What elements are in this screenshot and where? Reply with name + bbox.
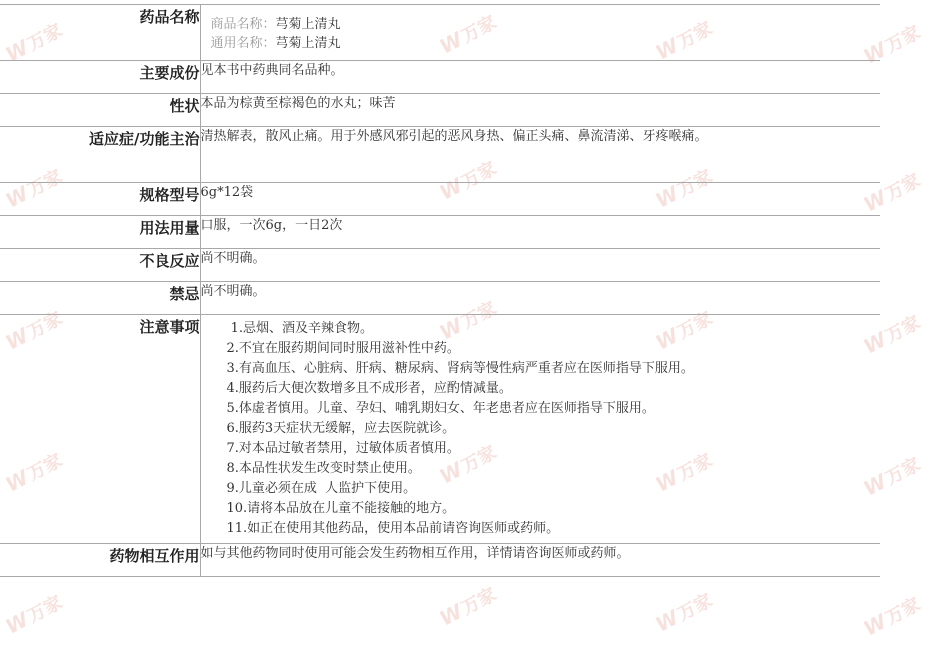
row-label-precautions: 注意事项 (0, 315, 200, 544)
watermark-logo: W万家 (651, 165, 716, 213)
row-label-contra: 禁忌 (0, 282, 200, 315)
generic-name-value: 芎菊上清丸 (275, 36, 341, 51)
row-label-interaction: 药物相互作用 (0, 544, 200, 577)
row-value-character: 本品为棕黄至棕褐色的水丸；味苦 (200, 94, 880, 127)
list-item: 8.本品性状发生改变时禁止使用。 (226, 461, 421, 476)
watermark-logo: W万家 (859, 21, 924, 69)
row-label-ingredients: 主要成份 (0, 61, 200, 94)
row-value-ingredients: 见本书中药典同名品种。 (200, 61, 880, 94)
row-value-spec: 6g*12袋 (200, 183, 880, 216)
list-item: 7.对本品过敏者禁用，过敏体质者慎用。 (226, 441, 460, 456)
list-item: 3.有高血压、心脏病、肝病、糖尿病、肾病等慢性病严重者应在医师指导下服用。 (226, 361, 694, 376)
watermark-logo: W万家 (859, 169, 924, 217)
row-label-spec: 规格型号 (0, 183, 200, 216)
watermark-logo: W万家 (859, 593, 924, 641)
row-label-indications (0, 127, 200, 183)
table-row-character (0, 94, 880, 127)
list-item: 6.服药3天症状无缓解，应去医院就诊。 (226, 421, 456, 436)
trade-name-prefix: 商品名称： (210, 17, 276, 32)
table-row-ingredients (0, 61, 880, 94)
watermark-logo: W万家 (859, 453, 924, 501)
watermark-logo: W万家 (651, 17, 716, 65)
watermark-logo: W万家 (651, 449, 716, 497)
list-item: 9.儿童必须在成 人监护下使用。 (226, 481, 417, 496)
watermark-logo: W万家 (1, 165, 66, 213)
list-item: 11.如正在使用其他药品，使用本品前请咨询医师或药师。 (226, 521, 560, 536)
watermark-logo: W万家 (1, 307, 66, 355)
table-row-adverse (0, 249, 880, 282)
table-row-indications (0, 127, 880, 183)
row-label-dosage: 用法用量 (0, 216, 200, 249)
row-label-name: 药品名称 (0, 5, 200, 61)
watermark-logo: W万家 (651, 589, 716, 637)
row-value-interaction: 如与其他药物同时使用可能会发生药物相互作用，详情请咨询医师或药师。 (200, 544, 880, 577)
trade-name-value: 芎菊上清丸 (275, 17, 341, 32)
row-value-contra: 尚不明确。 (200, 282, 880, 315)
indications-label-text: 适应症/功能主治 (89, 130, 200, 148)
row-label-adverse: 不良反应 (0, 249, 200, 282)
watermark-logo: W万家 (435, 297, 500, 345)
watermark-logo: W万家 (435, 441, 500, 489)
row-value-precautions (200, 315, 880, 544)
row-value-indications: 清热解表，散风止痛。用于外感风邪引起的恶风身热、偏正头痛、鼻流清涕、牙疼喉痛。 (200, 127, 880, 183)
table-row-spec (0, 183, 880, 216)
watermark-logo: W万家 (435, 11, 500, 59)
watermark-logo: W万家 (859, 311, 924, 359)
row-value-dosage: 口服，一次6g，一日2次 (200, 216, 880, 249)
watermark-logo: W万家 (435, 157, 500, 205)
drug-info-table (0, 4, 880, 577)
table-row-name (0, 5, 880, 61)
list-item: 2.不宜在服药期间同时服用滋补性中药。 (226, 341, 460, 356)
list-item: 10.请将本品放在儿童不能接触的地方。 (226, 501, 456, 516)
trade-name-line (211, 15, 881, 34)
watermark-logo: W万家 (1, 591, 66, 639)
generic-name-prefix: 通用名称： (210, 36, 276, 51)
row-value-name (200, 5, 880, 61)
table-row-precautions (0, 315, 880, 544)
watermark-logo: W万家 (651, 307, 716, 355)
row-value-adverse: 尚不明确。 (200, 249, 880, 282)
list-item: 4.服药后大便次数增多且不成形者，应酌情减量。 (226, 381, 512, 396)
table-row-interaction (0, 544, 880, 577)
watermark-logo: W万家 (1, 19, 66, 67)
generic-name-line (211, 34, 881, 53)
list-item: 5.体虚者慎用。儿童、孕妇、哺乳期妇女、年老患者应在医师指导下服用。 (226, 401, 655, 416)
table-row-dosage (0, 216, 880, 249)
row-label-character: 性状 (0, 94, 200, 127)
watermark-logo: W万家 (435, 583, 500, 631)
list-item: 1.忌烟、酒及辛辣食物。 (226, 321, 374, 336)
watermark-logo: W万家 (1, 449, 66, 497)
table-row-contra (0, 282, 880, 315)
